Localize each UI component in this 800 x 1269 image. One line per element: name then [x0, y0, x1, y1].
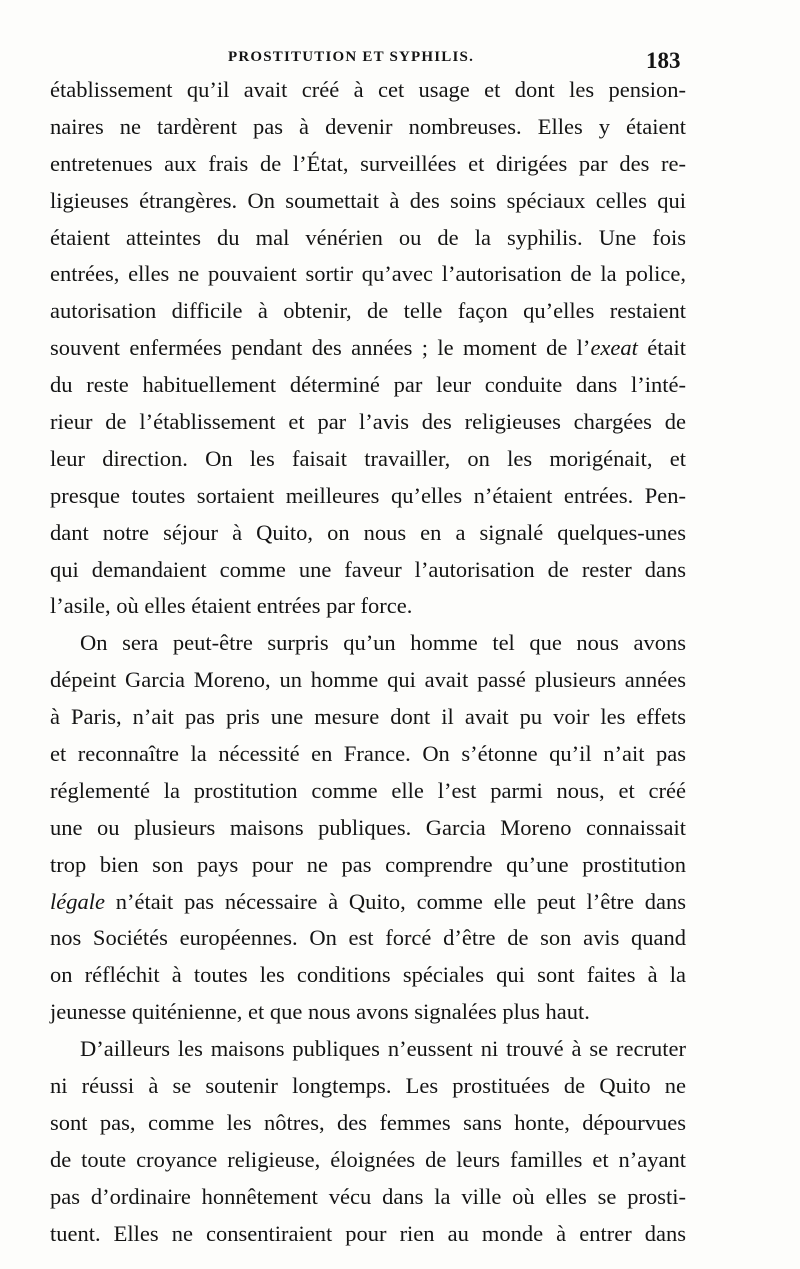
- text-line: naires ne tardèrent pas à devenir nombreuses. Elles y étaient: [50, 113, 686, 139]
- text-line: entretenues aux frais de l’État, surveillées et dirigées par des re-: [50, 150, 686, 176]
- italic-word: légale: [50, 888, 105, 914]
- text-line: on réfléchit à toutes les conditions spéciales qui sont faites à la: [50, 962, 686, 988]
- text-line: une ou plusieurs maisons publiques. Garcia Moreno connaissait: [50, 814, 686, 840]
- text-line: du reste habituellement déterminé par leur conduite dans l’inté-: [50, 372, 686, 398]
- text-line: rieur de l’établissement et par l’avis des religieuses chargées de: [50, 409, 686, 435]
- text-line: sont pas, comme les nôtres, des femmes sans honte, dépourvues: [50, 1109, 686, 1135]
- text-line: légale n’était pas nécessaire à Quito, comme elle peut l’être dans: [50, 888, 686, 914]
- running-title: PROSTITUTION ET SYPHILIS.: [228, 49, 475, 65]
- text-line: trop bien son pays pour ne pas comprendre qu’une prostitution: [50, 851, 686, 877]
- text-line: dant notre séjour à Quito, on nous en a signalé quelques-unes: [50, 519, 686, 545]
- text-line: souvent enfermées pendant des années ; le moment de l’exeat était: [50, 335, 687, 361]
- text-line: tuent. Elles ne consentiraient pour rien au monde à entrer dans: [50, 1220, 686, 1246]
- page-number: 183: [646, 48, 681, 73]
- text-line: pas d’ordinaire honnêtement vécu dans la ville où elles se prosti-: [50, 1183, 686, 1209]
- text-line: D’ailleurs les maisons publiques n’eussent ni trouvé à se recruter: [80, 1036, 686, 1062]
- text-line: On sera peut-être surpris qu’un homme tel que nous avons: [80, 630, 686, 656]
- text-line: à Paris, n’ait pas pris une mesure dont il avait pu voir les effets: [50, 704, 686, 730]
- text-line: qui demandaient comme une faveur l’autorisation de rester dans: [50, 556, 686, 582]
- text-line: étaient atteintes du mal vénérien ou de la syphilis. Une fois: [50, 224, 686, 250]
- text-line: entrées, elles ne pouvaient sortir qu’avec l’autorisation de la police,: [50, 261, 686, 287]
- text-line: l’asile, où elles étaient entrées par force.: [50, 593, 413, 619]
- text-line: et reconnaître la nécessité en France. On s’étonne qu’il n’ait pas: [50, 741, 686, 767]
- text-line: jeunesse quiténienne, et que nous avons signalées plus haut.: [50, 999, 590, 1025]
- text-line: autorisation difficile à obtenir, de telle façon qu’elles restaient: [50, 298, 686, 324]
- text-line: ligieuses étrangères. On soumettait à des soins spéciaux celles qui: [50, 187, 686, 213]
- body-text: [50, 72, 686, 1253]
- text-line: nos Sociétés européennes. On est forcé d’être de son avis quand: [50, 925, 686, 951]
- text-line: dépeint Garcia Moreno, un homme qui avait passé plusieurs années: [50, 667, 686, 693]
- italic-word: exeat: [590, 335, 638, 361]
- text-line: leur direction. On les faisait travailler, on les morigénait, et: [50, 445, 686, 471]
- text-line: presque toutes sortaient meilleures qu’elles n’étaient entrées. Pen-: [50, 482, 686, 508]
- text-line: de toute croyance religieuse, éloignées de leurs familles et n’ayant: [50, 1146, 686, 1172]
- text-line: établissement qu’il avait créé à cet usage et dont les pension-: [50, 77, 686, 102]
- text-line: ni réussi à se soutenir longtemps. Les prostituées de Quito ne: [50, 1073, 686, 1099]
- text-line: réglementé la prostitution comme elle l’est parmi nous, et créé: [50, 777, 686, 803]
